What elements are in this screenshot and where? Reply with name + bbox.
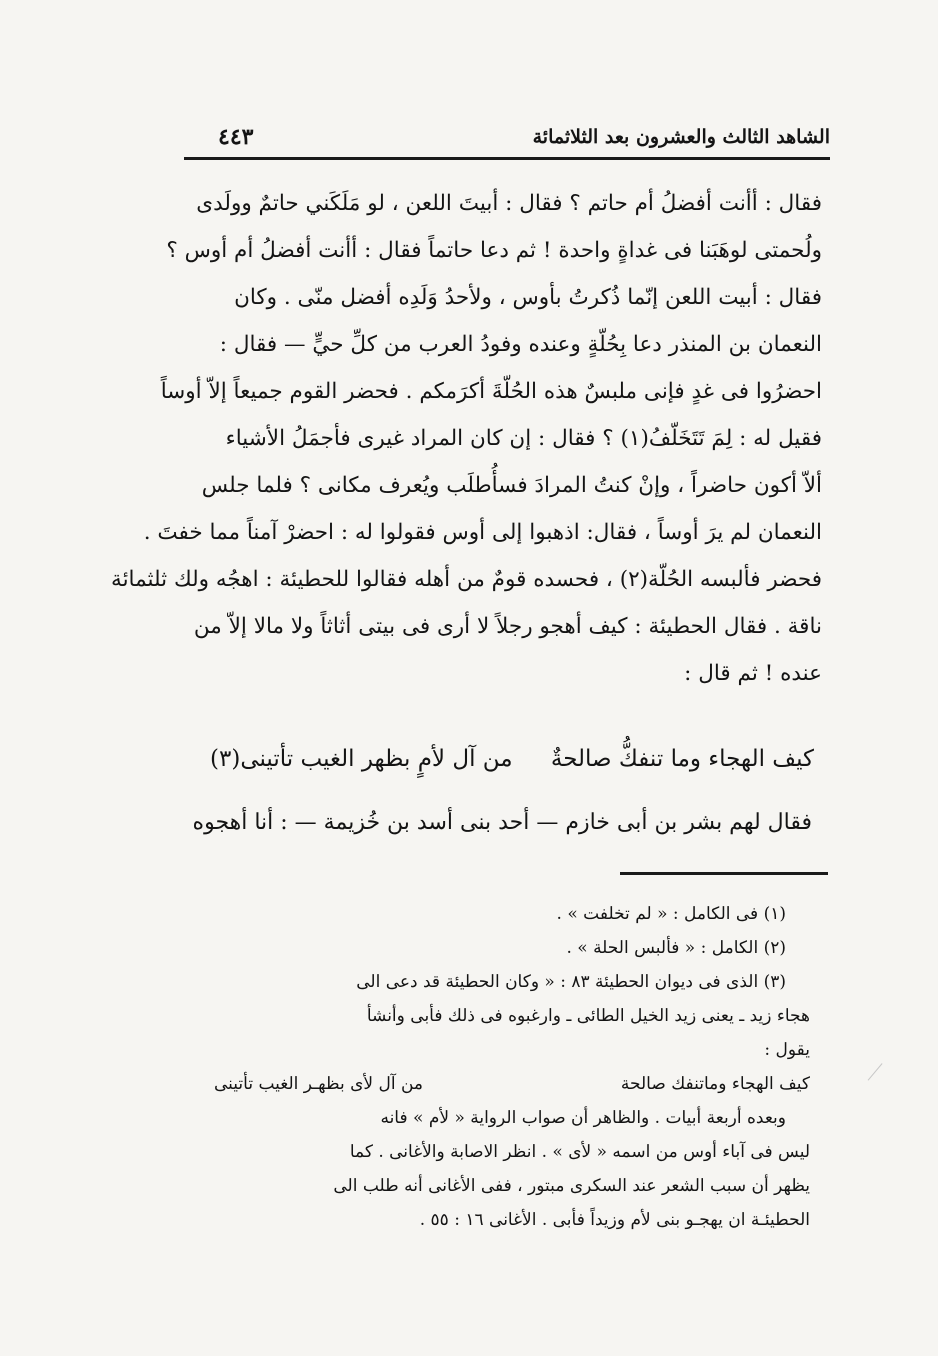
text-line: ألاّ أكون حاضراً ، وإنْ كنتُ المرادَ فسأُطلَب ويُعرف مكانى ؟ فلما جلس — [201, 473, 822, 498]
main-text — [111, 180, 822, 697]
footnote-verse-first: كيف الهجاء وماتنفك صالحة — [620, 1074, 810, 1094]
footnote-2: (٢) الكامل : « فألبس الحلة » . — [566, 938, 786, 958]
verse-first-hemistich: كيف الهجاء وما تنفكُّ صالحةٌ — [550, 746, 814, 772]
text-line: فقيل له : لِمَ تَتَخَلّفُ(١) ؟ فقال : إن كان المراد غيرى فأجمَلُ الأشياء — [225, 426, 822, 451]
page-header — [184, 122, 830, 158]
verse-second-hemistich: من آل لأمٍ بظهر الغيب تأتينى(٣) — [210, 746, 513, 772]
header-rule — [184, 157, 830, 160]
footnote-1: (١) فى الكامل : « لم تخلفت » . — [556, 904, 786, 924]
poem-verse — [210, 734, 814, 784]
paper-scratch-mark — [868, 1063, 900, 1095]
text-line-after-verse: فقال لهم بشر بن أبى خازم — أحد بنى أسد بن خُزيمة — : أنا أهجوه — [192, 810, 812, 835]
footnote-3-line: الحطيئـة ان يهجـو بنى لأم وزيداً فأبى . الأغانى ١٦ : ٥٥ . — [419, 1210, 810, 1230]
text-line: النعمان بن المنذر دعا بِحُلّةٍ وعنده وفودُ العرب من كلِّ حيٍّ — فقال : — [219, 332, 822, 357]
footnote-3-line: (٣) الذى فى ديوان الحطيئة ٨٣ : « وكان الحطيئة قد دعى الى — [356, 972, 786, 992]
text-line: فقال : أأنت أفضلُ أم حاتم ؟ فقال : أبيتَ اللعن ، لو مَلَكَني حاتمٌ وولَدى — [196, 191, 822, 216]
footnote-3-line: وبعده أربعة أبيات . والظاهر أن صواب الرواية « لأم » فانه — [380, 1108, 786, 1128]
page-number: ٤٤٣ — [218, 124, 254, 150]
footnote-3-verse — [200, 1067, 810, 1101]
footnote-verse-second: من آل لأى بظهـر الغيب تأتينى — [214, 1074, 424, 1094]
text-line: فقال : أبيت اللعن إنّما ذُكرتُ بأوس ، ولأحدُ وَلَدِه أفضل منّى . وكان — [234, 285, 822, 310]
footnotes — [200, 897, 810, 1237]
footnote-3-line: يظهر أن سبب الشعر عند السكرى مبتور ، ففى الأغانى أنه طلب الى — [333, 1176, 810, 1196]
text-line: فحضر فألبسه الحُلّة(٢) ، فحسده قومٌ من أهله فقالوا للحطيئة : اهجُه ولك ثلثمائة — [111, 567, 822, 592]
text-line: احضرُوا فى غدٍ فإنى ملبسٌ هذه الحُلّةَ أكرَمكم . فحضر القوم جميعاً إلاّ أوساً — [160, 379, 822, 404]
footnote-3-line: هجاء زيد ـ يعنى زيد الخيل الطائى ـ وارغبوه فى ذلك فأبى وأنشأ — [366, 1006, 810, 1026]
footnote-rule — [620, 872, 828, 875]
text-line: ولُحمتى لوهَبَنا فى غداةٍ واحدة ! ثم دعا حاتماً فقال : أأنت أفضلُ أم أوس ؟ — [166, 238, 822, 263]
text-line: النعمان لم يرَ أوساً ، فقال: اذهبوا إلى أوس فقولوا له : احضرْ آمناً مما خفتَ . — [143, 520, 822, 545]
footnote-3-line: ليس فى آباء أوس من اسمه « لأى » . انظر الاصابة والأغانى . كما — [349, 1142, 810, 1162]
text-line: عنده ! ثم قال : — [684, 661, 822, 686]
running-title: الشاهد الثالث والعشرون بعد الثلاثمائة — [532, 126, 830, 148]
footnote-3-line: يقول : — [764, 1040, 810, 1060]
text-line: ناقة . فقال الحطيئة : كيف أهجو رجلاً لا أرى فى بيتى أثاثاً ولا مالا إلاّ من — [193, 614, 822, 639]
